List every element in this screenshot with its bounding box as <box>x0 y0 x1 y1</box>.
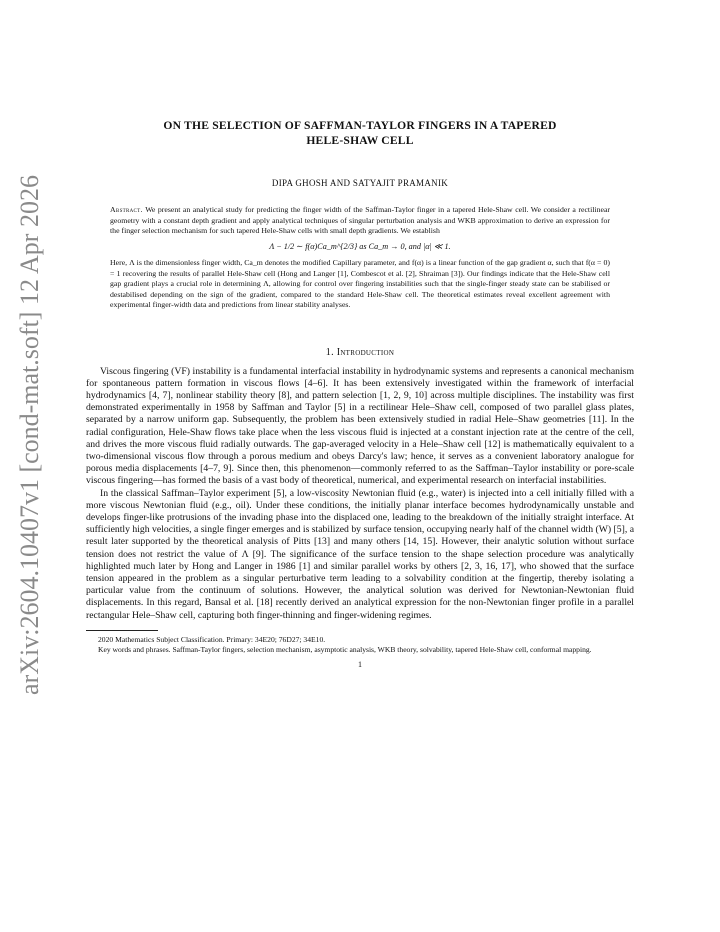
arxiv-identifier: arXiv:2604.10407v1 [cond-mat.soft] 12 Apr 2026 <box>15 175 44 695</box>
abstract-paragraph-2: Here, Λ is the dimensionless finger width, Ca_m denotes the modified Capillary parameter, and f(α) is a linear function of the gap gradient α, such that f(α = 0) = 1 recovering the results of parallel Hele-Shaw cell (Hong and Langer [1], Combescot et al. [2], Shraiman [3]). Our findings indicate that the Hele-Shaw cell gap gradient plays a crucial role in determining Λ, allowing for control over fingering instabilities such that the single-finger steady state can be stabilised or destabilised depending on the sign of the gradient, compared to the standard Hele-Shaw cell. The theoretical estimates reveal excellent agreement with experimental finger-width data and predictions from linear stability analyses. <box>110 258 610 309</box>
arxiv-stamp <box>6 175 54 695</box>
intro-paragraph-1: Viscous fingering (VF) instability is a fundamental interfacial instability in hydrodynamic systems and represents a canonical mechanism for spontaneous pattern formation in viscous flows [4–6]. It has been extensively investigated within the framework of interfacial hydrodynamics [4, 7], nonlinear stability theory [8], and pattern selection [1, 2, 9, 10] across multiple disciplines. The instability was first demonstrated experimentally in 1958 by Saffman and Taylor [5] in a rectilinear Hele–Shaw cell, composed of two parallel glass plates, separated by a narrow uniform gap. Subsequently, the problem has been extensively studied in radial Hele–Shaw geometries [11]. In the radial configuration, Hele-Shaw flows take place when the less viscous fluid is injected at a constant injection rate at the centre of the cell, and drives the more viscous fluid radially outwards. The gap-averaged velocity in a Hele–Shaw cell [12] is mathematically equivalent to a two-dimensional viscous flow through a porous medium and obeys Darcy's law; hence, it serves as a convenient laboratory analogue for porous media displacements [4–7, 9]. Since then, this phenomenon—commonly referred to as the Saffman–Taylor instability or pore-scale viscous fingering—has formed the basis of a vast body of theoretical, numerical, and experimental research on interfacial instabilities. <box>86 365 634 487</box>
footnote-msc: 2020 Mathematics Subject Classification. Primary: 34E20; 76D27; 34E10. <box>98 634 326 644</box>
title-line-2: HELE-SHAW CELL <box>306 134 414 147</box>
abstract-paragraph-1: We present an analytical study for predicting the finger width of the Saffman-Taylor finger in a tapered Hele-Shaw cell. We consider a rectilinear geometry with a constant depth gradient and apply analytical techniques of singular perturbation analysis and WKB approximation to derive an expression for the finger selection mechanism for such tapered Hele-Shaw cells with small depth gradients. We establish <box>110 205 611 235</box>
title-line-1: ON THE SELECTION OF SAFFMAN-TAYLOR FINGERS IN A TAPERED <box>163 119 557 132</box>
footnote-rule <box>86 630 158 631</box>
section-heading: 1. Introduction <box>325 346 395 358</box>
authors: DIPA GHOSH AND SATYAJIT PRAMANIK <box>271 178 449 188</box>
abstract <box>110 205 610 311</box>
paper-title <box>86 118 634 148</box>
footnote-keywords: Key words and phrases. Saffman-Taylor fingers, selection mechanism, asymptotic analysis, WKB theory, solvability, tapered Hele-Shaw cell, conformal mapping. <box>98 644 592 654</box>
footnotes <box>86 630 634 655</box>
intro-paragraph-2: In the classical Saffman–Taylor experiment [5], a low-viscosity Newtonian fluid (e.g., water) is injected into a cell initially filled with a more viscous Newtonian fluid (e.g., oil). Under these conditions, the initially planar interface becomes hydrodynamically unstable and develops finger-like protrusions of the invading phase into the displaced one, leading to the breakdown of the initially straight interface. At sufficiently high velocities, a single finger emerges and is stabilized by surface tension, occupying nearly half of the channel width (W) [5], a result later supported by the theoretical analysis of Pitts [13] and many others [14, 15]. However, their analytic solution without surface tension does not restrict the value of Λ [9]. The significance of the surface tension to the shape selection procedure was analytically highlighted much later by Hong and Langer in 1986 [1] and similar parallel works by others [2, 3, 16, 17], who showed that the surface tension appeared in the problem as a singular perturbative term leading to a solvability condition at the fingertip, thereby isolating a particular value from the continuum of solutions. However, the analytical solution was derived for Newtonian-Newtonian fluid displacements. In this regard, Bansal et al. [18] recently derived an analytical expression for the non-Newtonian finger profile in a parallel rectangular Hele–Shaw cell, capturing both finger-thinning and finger-widening regimes. <box>86 487 634 621</box>
introduction-body <box>86 366 634 622</box>
paper-page <box>86 118 634 669</box>
main-result-formula: Λ − 1/2 ∼ f(α)Ca_m^{2/3} as Ca_m → 0, and |α| ≪ 1. <box>269 241 451 251</box>
abstract-label: Abstract. <box>110 205 143 214</box>
page-number: 1 <box>358 660 362 670</box>
